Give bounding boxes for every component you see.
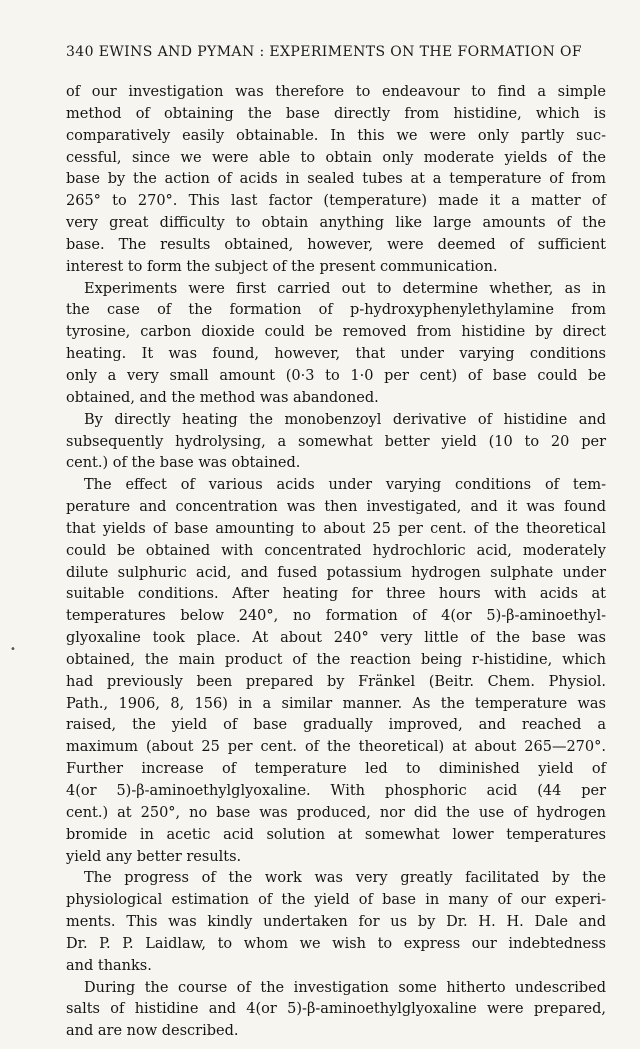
text-line: that yields of base amounting to about 25 per cent. of the theoretical (66, 520, 606, 537)
text-line: the case of the formation of p-hydroxyphenylethylamine from (66, 302, 606, 319)
text-line: ments. This was kindly undertaken for us by Dr. H. H. Dale and (66, 914, 606, 931)
text-line: and thanks. (66, 957, 152, 974)
text-line: very great difficulty to obtain anything like large amounts of the (66, 215, 606, 232)
text-line: obtained, the main product of the reaction being r-histidine, which (66, 651, 606, 668)
text-line: of our investigation was therefore to endeavour to find a simple (66, 84, 606, 100)
text-line: Path., 1906, 8, 156) in a similar manner. As the temperature was (66, 695, 606, 712)
text-line: 4(or 5)-β-aminoethylglyoxaline. With phosphoric acid (44 per (66, 783, 606, 799)
text-line: base. The results obtained, however, were deemed of sufficient (66, 236, 606, 253)
text-line: method of obtaining the base directly from histidine, which is (66, 105, 606, 122)
text-line: The effect of various acids under varying conditions of tem- (84, 477, 606, 494)
text-line: glyoxaline took place. At about 240° very little of the base was (66, 630, 606, 647)
margin-mark: • (10, 644, 16, 655)
text-line: bromide in acetic acid solution at somewhat lower temperatures (66, 826, 606, 843)
text-line: tyrosine, carbon dioxide could be removed from histidine by direct (66, 324, 606, 341)
text-line: physiological estimation of the yield of base in many of our experi- (66, 892, 606, 909)
text-line: subsequently hydrolysing, a somewhat better yield (10 to 20 per (66, 433, 606, 450)
text-line: 265° to 270°. This last factor (temperature) made it a matter of (66, 193, 606, 210)
text-line: Dr. P. P. Laidlaw, to whom we wish to express our indebtedness (66, 935, 606, 952)
text-line: could be obtained with concentrated hydrochloric acid, moderately (66, 542, 606, 559)
text-line: By directly heating the monobenzoyl derivative of histidine and (84, 411, 606, 428)
text-line: base by the action of acids in sealed tubes at a temperature of from (66, 171, 606, 188)
body-text (66, 82, 606, 1043)
text-line: interest to form the subject of the present communication. (66, 258, 498, 275)
text-line: salts of histidine and 4(or 5)-β-aminoethylglyoxaline were prepared, (66, 1001, 606, 1018)
text-line: heating. It was found, however, that under varying conditions (66, 346, 606, 363)
text-line: yield any better results. (66, 848, 242, 865)
text-line: obtained, and the method was abandoned. (66, 389, 379, 406)
text-line: cent.) at 250°, no base was produced, nor did the use of hydrogen (66, 804, 606, 821)
text-line: Further increase of temperature led to diminished yield of (66, 761, 606, 778)
text-line: Experiments were first carried out to determine whether, as in (84, 280, 606, 297)
running-header: 340 EWINS AND PYMAN : EXPERIMENTS ON THE FORMATION OF (66, 44, 582, 60)
text-line: cent.) of the base was obtained. (66, 455, 301, 472)
text-line: The progress of the work was very greatly facilitated by the (84, 870, 606, 887)
text-line: maximum (about 25 per cent. of the theoretical) at about 265—270°. (66, 739, 606, 756)
text-line: perature and concentration was then investigated, and it was found (66, 499, 606, 516)
text-line: and are now described. (66, 1023, 239, 1040)
text-line: During the course of the investigation some hitherto undescribed (84, 979, 606, 996)
text-line: dilute sulphuric acid, and fused potassium hydrogen sulphate under (66, 564, 606, 581)
text-line: raised, the yield of base gradually improved, and reached a (66, 717, 606, 734)
text-line: had previously been prepared by Fränkel (Beitr. Chem. Physiol. (66, 673, 606, 690)
text-line: suitable conditions. After heating for three hours with acids at (66, 586, 606, 603)
text-line: cessful, since we were able to obtain only moderate yields of the (66, 149, 606, 166)
text-line: temperatures below 240°, no formation of 4(or 5)-β-aminoethyl- (66, 608, 606, 625)
text-line: comparatively easily obtainable. In this we were only partly suc- (66, 127, 606, 144)
text-line: only a very small amount (0·3 to 1·0 per cent) of base could be (66, 367, 606, 384)
